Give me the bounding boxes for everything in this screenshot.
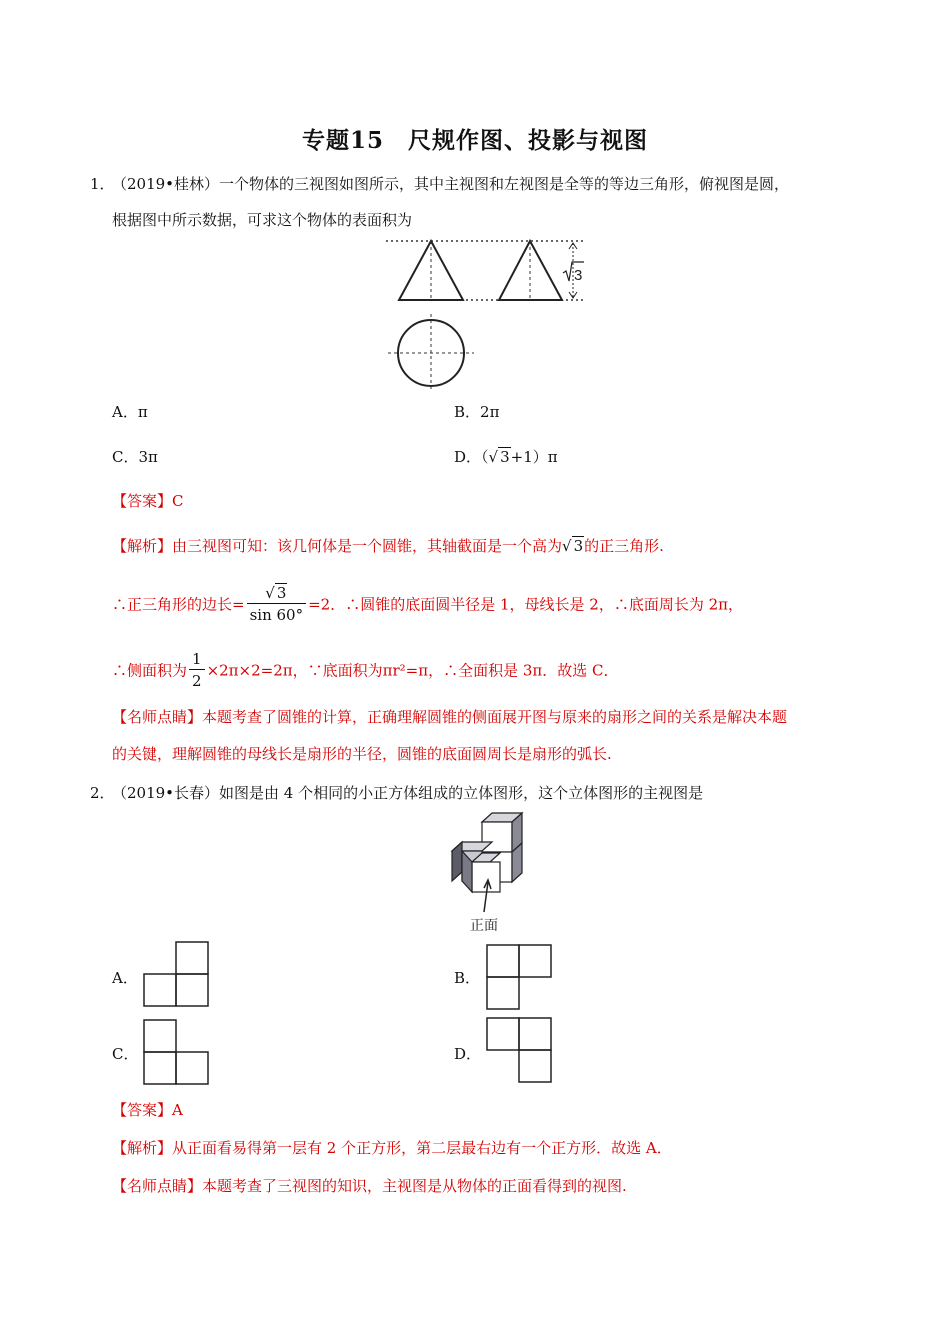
q2-cube-figure	[448, 810, 528, 936]
q1-analysis-fraction-half	[189, 649, 205, 692]
q1-analysis-text-end: 的正三角形.	[584, 537, 664, 555]
q2-answer-label: 【答案】	[112, 1101, 173, 1119]
q1-fraction-half-numerator: 1	[189, 649, 205, 670]
q2-option-b-figure	[486, 944, 554, 1012]
q2-analysis-label: 【解析】	[112, 1139, 173, 1157]
q1-option-b-value: 2π	[480, 403, 500, 421]
q1-option-c	[112, 447, 158, 467]
q2-option-a-figure	[143, 941, 211, 1009]
q2-tip-text: 本题考查了三视图的知识，主视图是从物体的正面看得到的视图.	[202, 1177, 627, 1195]
q2-answer-value: A	[172, 1101, 183, 1119]
q2-number: 2．	[90, 784, 115, 802]
q2-option-a-letter: A．	[112, 969, 138, 987]
q1-option-a-value: π	[137, 403, 148, 421]
q1-answer-value: C	[172, 492, 184, 510]
q1-number: 1．	[90, 175, 115, 193]
q1-analysis-label: 【解析】	[112, 537, 173, 555]
q1-text-line2: 根据图中所示数据，可求这个物体的表面积为	[112, 211, 413, 229]
q1-option-a-letter: A．	[112, 403, 138, 421]
q1-fraction-numerator	[247, 583, 307, 604]
q1-option-d-suffix: +1）π	[510, 448, 558, 466]
q1-option-d-sqrt: √ 3	[488, 448, 510, 466]
q1-tip-label: 【名师点睛】	[112, 708, 203, 726]
q1-option-c-letter: C．	[112, 448, 139, 466]
q1-analysis-text: 由三视图可知：该几何体是一个圆锥，其轴截面是一个高为	[172, 537, 563, 555]
q1-analysis-radicand: 3	[573, 537, 584, 555]
q1-analysis-sqrt: √ 3	[562, 537, 584, 555]
q1-fraction-half-denominator: 2	[192, 672, 202, 690]
q2-option-c-letter: C．	[112, 1045, 139, 1063]
q1-dimension-arrow	[563, 243, 584, 298]
q1-option-d-prefix: （	[481, 448, 489, 466]
q1-text-line1: （2019•桂林）一个物体的三视图如图所示，其中主视图和左视图是全等的等边三角形，俯视图是圆，	[112, 175, 790, 193]
q1-analysis-fraction-sin	[247, 583, 307, 626]
q1-fraction-radicand: 3	[276, 584, 287, 602]
q1-fraction-denominator: sin 60°	[249, 606, 304, 624]
q1-option-c-value: 3π	[138, 448, 158, 466]
q2-text: （2019•长春）如图是由 4 个相同的小正方体组成的立体图形，这个立体图形的主视图是	[112, 784, 704, 802]
q1-tip-text: 本题考查了圆锥的计算，正确理解圆锥的侧面展开图与原来的扇形之间的关系是解决本题	[202, 708, 788, 726]
q2-option-d-letter: D．	[454, 1045, 482, 1063]
q1-side-view	[499, 241, 562, 300]
q1-analysis-line3-end: ×2π×2=2π，∵底面积为πr²=π，∴全面积是 3π．故选 C．	[206, 661, 619, 680]
q2-tip	[112, 1176, 627, 1196]
q2-option-b-letter: B．	[454, 969, 481, 987]
q1-option-d	[454, 447, 558, 467]
q2-figure-label: 正面	[470, 917, 498, 933]
q1-analysis-line2-start: ∴正三角形的边长=	[112, 595, 245, 614]
q1-tip-line2: 的关键，理解圆锥的母线长是扇形的半径，圆锥的底面圆周长是扇形的弧长.	[112, 745, 612, 763]
q1-analysis-line3	[112, 649, 619, 692]
q2-option-d-figure	[486, 1017, 554, 1085]
q1-front-view	[399, 241, 463, 300]
q1-analysis-line2-end: =2．∴圆锥的底面圆半径是 1，母线长是 2，∴底面周长为 2π，	[308, 595, 744, 614]
q1-option-a	[112, 402, 148, 422]
q1-option-d-radicand: 3	[500, 448, 510, 466]
q1-option-d-letter: D．	[454, 448, 482, 466]
page-title: 专题15 尺规作图、投影与视图	[301, 127, 648, 154]
q1-dimension-value: 3	[574, 267, 583, 284]
q1-option-b-letter: B．	[454, 403, 481, 421]
q1-top-view	[388, 314, 474, 390]
q1-tip-line1	[112, 707, 787, 727]
q1-analysis-line1	[112, 536, 664, 556]
q1-option-b	[454, 402, 499, 422]
q1-answer-label: 【答案】	[112, 492, 173, 510]
q1-analysis-line3-start: ∴侧面积为	[112, 661, 188, 680]
q2-tip-label: 【名师点睛】	[112, 1177, 203, 1195]
q2-analysis-text: 从正面看易得第一层有 2 个正方形，第二层最右边有一个正方形．故选 A．	[172, 1139, 672, 1157]
q2-option-c-figure	[143, 1019, 211, 1087]
q1-fraction-sqrt: √ 3	[265, 584, 287, 602]
q1-analysis-line2	[112, 583, 743, 626]
q2-analysis	[112, 1138, 672, 1158]
q1-answer	[112, 491, 184, 511]
q1-three-view-figure	[380, 236, 590, 396]
q2-answer	[112, 1100, 183, 1120]
